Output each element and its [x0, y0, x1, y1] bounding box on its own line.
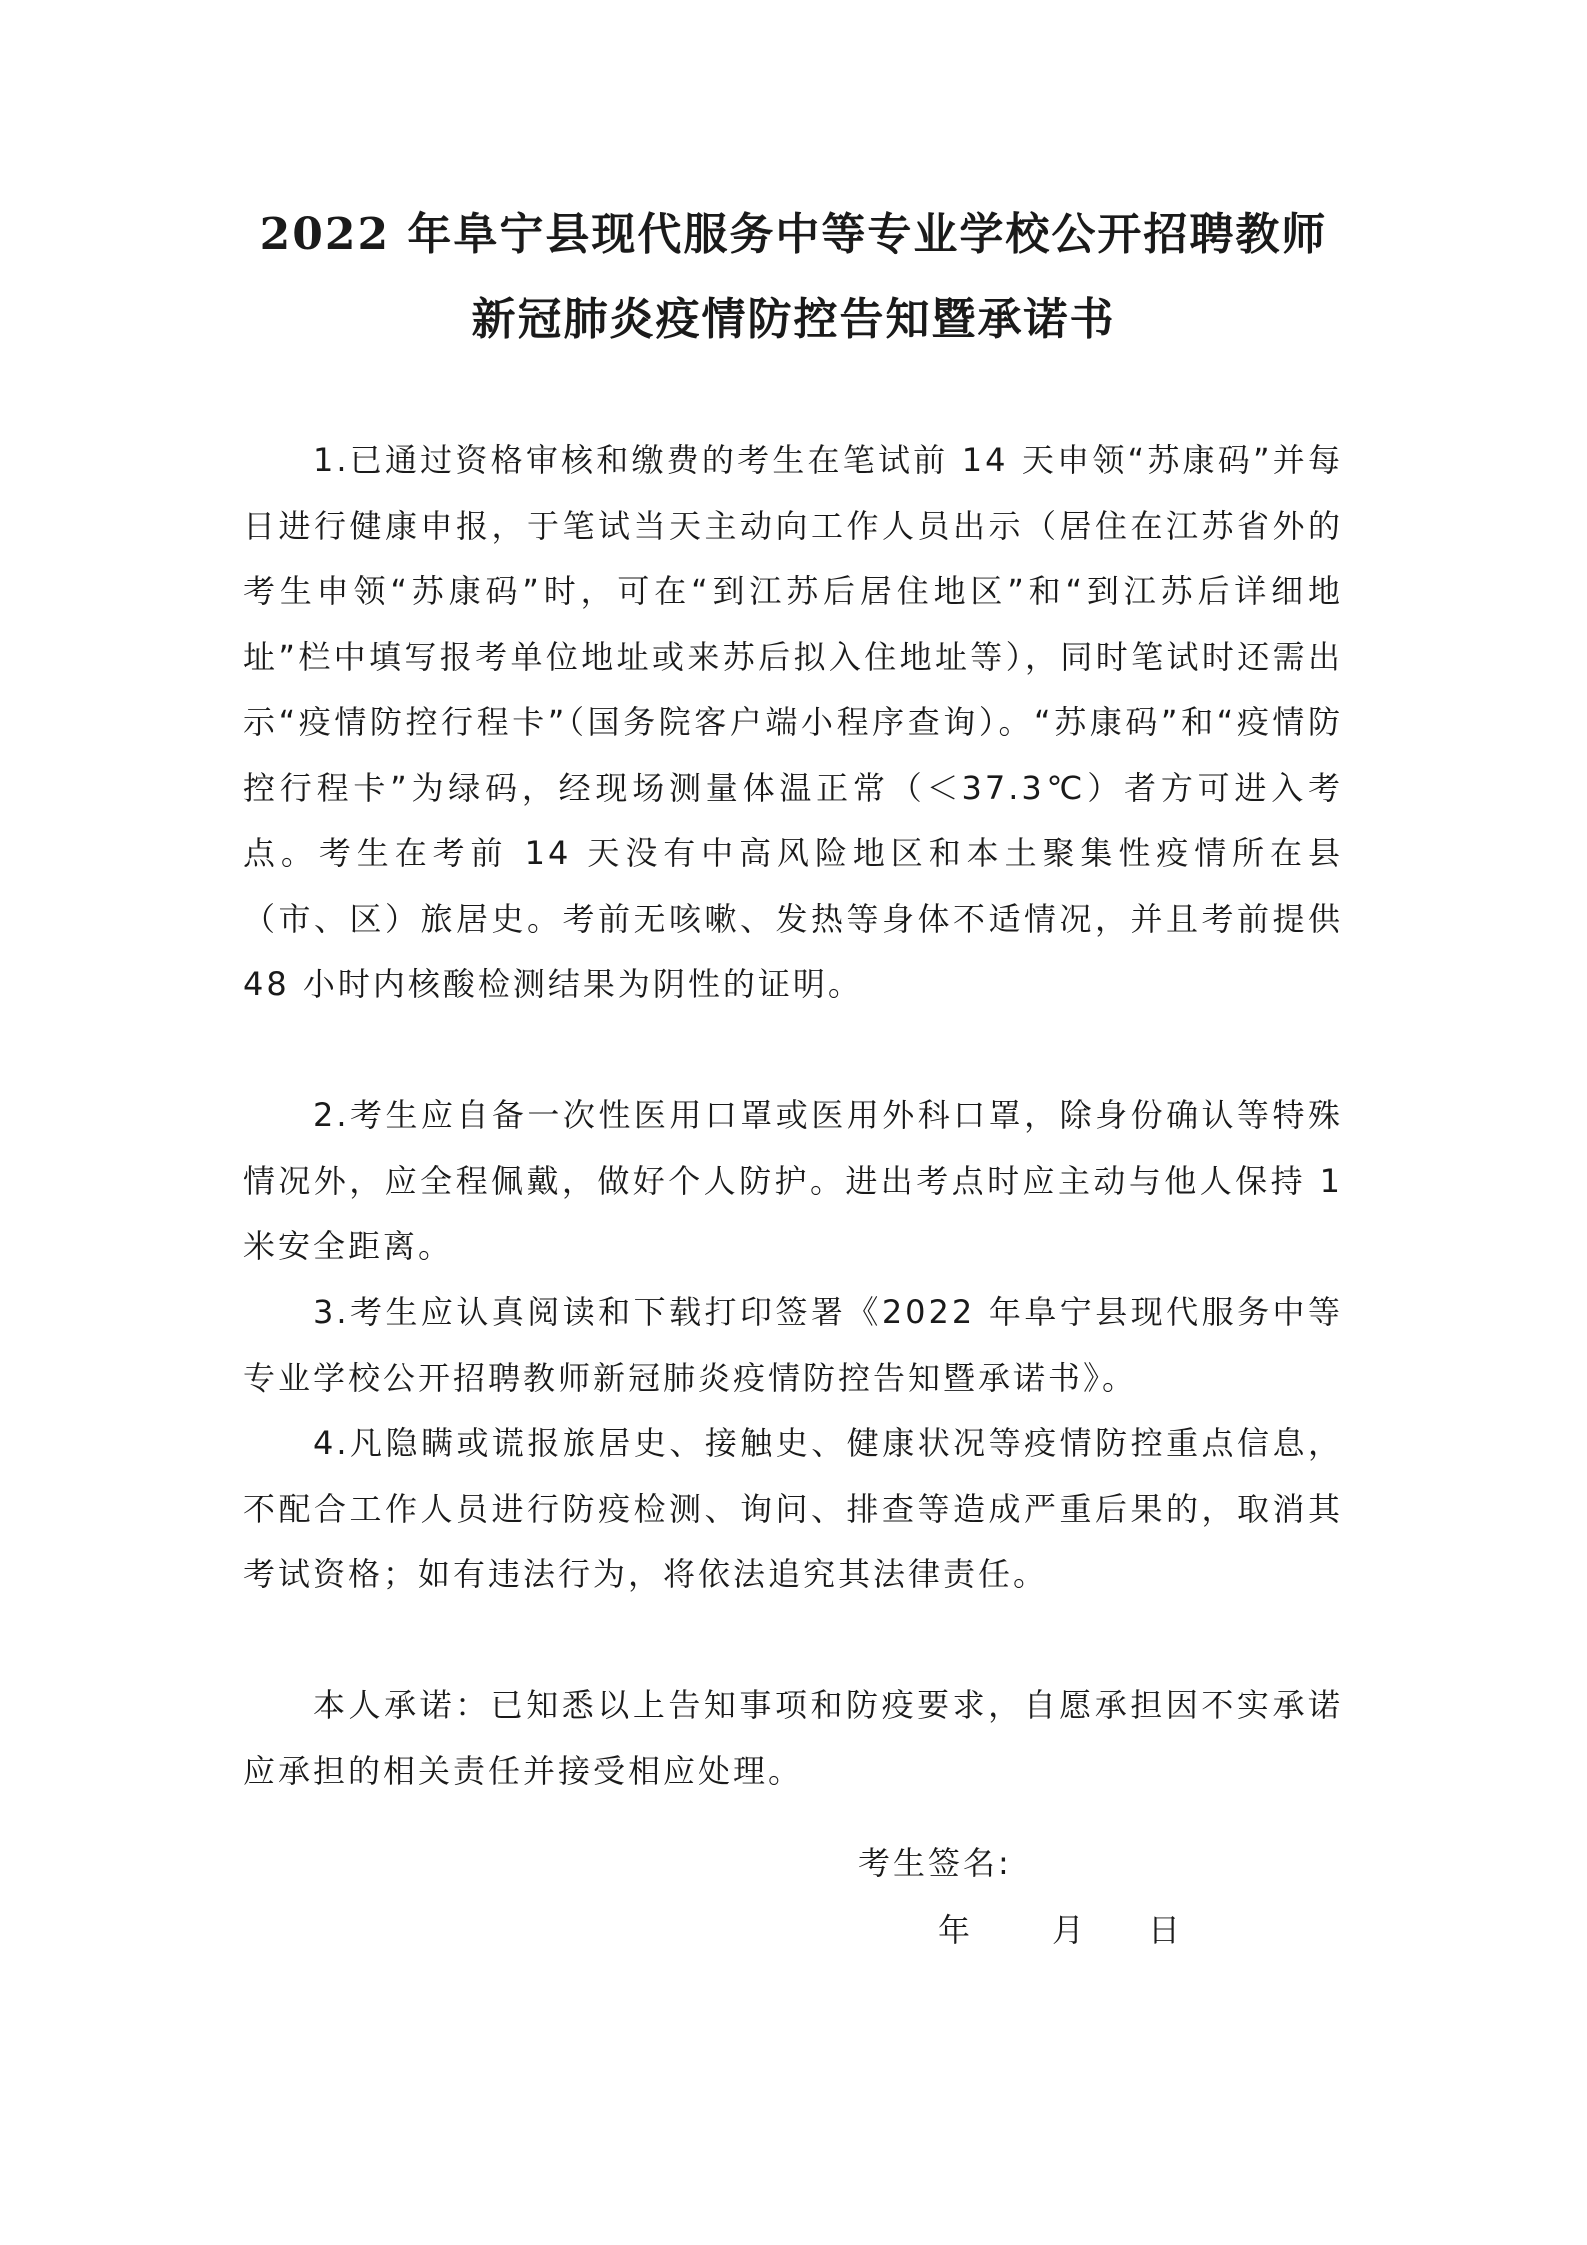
date-month-label: 月	[1052, 1911, 1085, 1949]
paragraph-3: 3.考生应认真阅读和下载打印签署《2022 年阜宁县现代服务中等专业学校公开招聘教师新冠肺炎疫情防控告知暨承诺书》。	[243, 1293, 1343, 1397]
paragraph-1: 1.已通过资格审核和缴费的考生在笔试前 14 天申领“苏康码”并每日进行健康申报，于笔试当天主动向工作人员出示（居住在江苏省外的考生申领“苏康码”时，可在“到江苏后居住地区”和“到江苏后详细地址”栏中填写报考单位地址或来苏后拟入住地址等），同时笔试时还需出示“疫情防控行程卡”（国务院客户端小程序查询）。“苏康码”和“疫情防控行程卡”为绿码，经现场测量体温正常（＜37.3℃）者方可进入考点。考生在考前 14 天没有中高风险地区和本土聚集性疫情所在县（市、区）旅居史。考前无咳嗽、发热等身体不适情况，并且考前提供 48 小时内核酸检测结果为阴性的证明。	[243, 441, 1343, 1003]
commitment-statement: 本人承诺：已知悉以上告知事项和防疫要求，自愿承担因不实承诺应承担的相关责任并接受相应处理。	[243, 1686, 1343, 1790]
document-title-line-1: 2022 年阜宁县现代服务中等专业学校公开招聘教师	[259, 209, 1328, 260]
paragraph-4: 4.凡隐瞒或谎报旅居史、接触史、健康状况等疫情防控重点信息，不配合工作人员进行防疫检测、询问、排查等造成严重后果的，取消其考试资格；如有违法行为，将依法追究其法律责任。	[243, 1424, 1343, 1593]
date-day-label: 日	[1148, 1911, 1181, 1949]
document-title-line-2: 新冠肺炎疫情防控告知暨承诺书	[471, 294, 1116, 345]
date-year-label: 年	[938, 1911, 971, 1949]
signature-label: 考生签名:	[858, 1844, 1012, 1882]
paragraph-2: 2.考生应自备一次性医用口罩或医用外科口罩，除身份确认等特殊情况外，应全程佩戴，做好个人防护。进出考点时应主动与他人保持 1 米安全距离。	[243, 1096, 1343, 1265]
